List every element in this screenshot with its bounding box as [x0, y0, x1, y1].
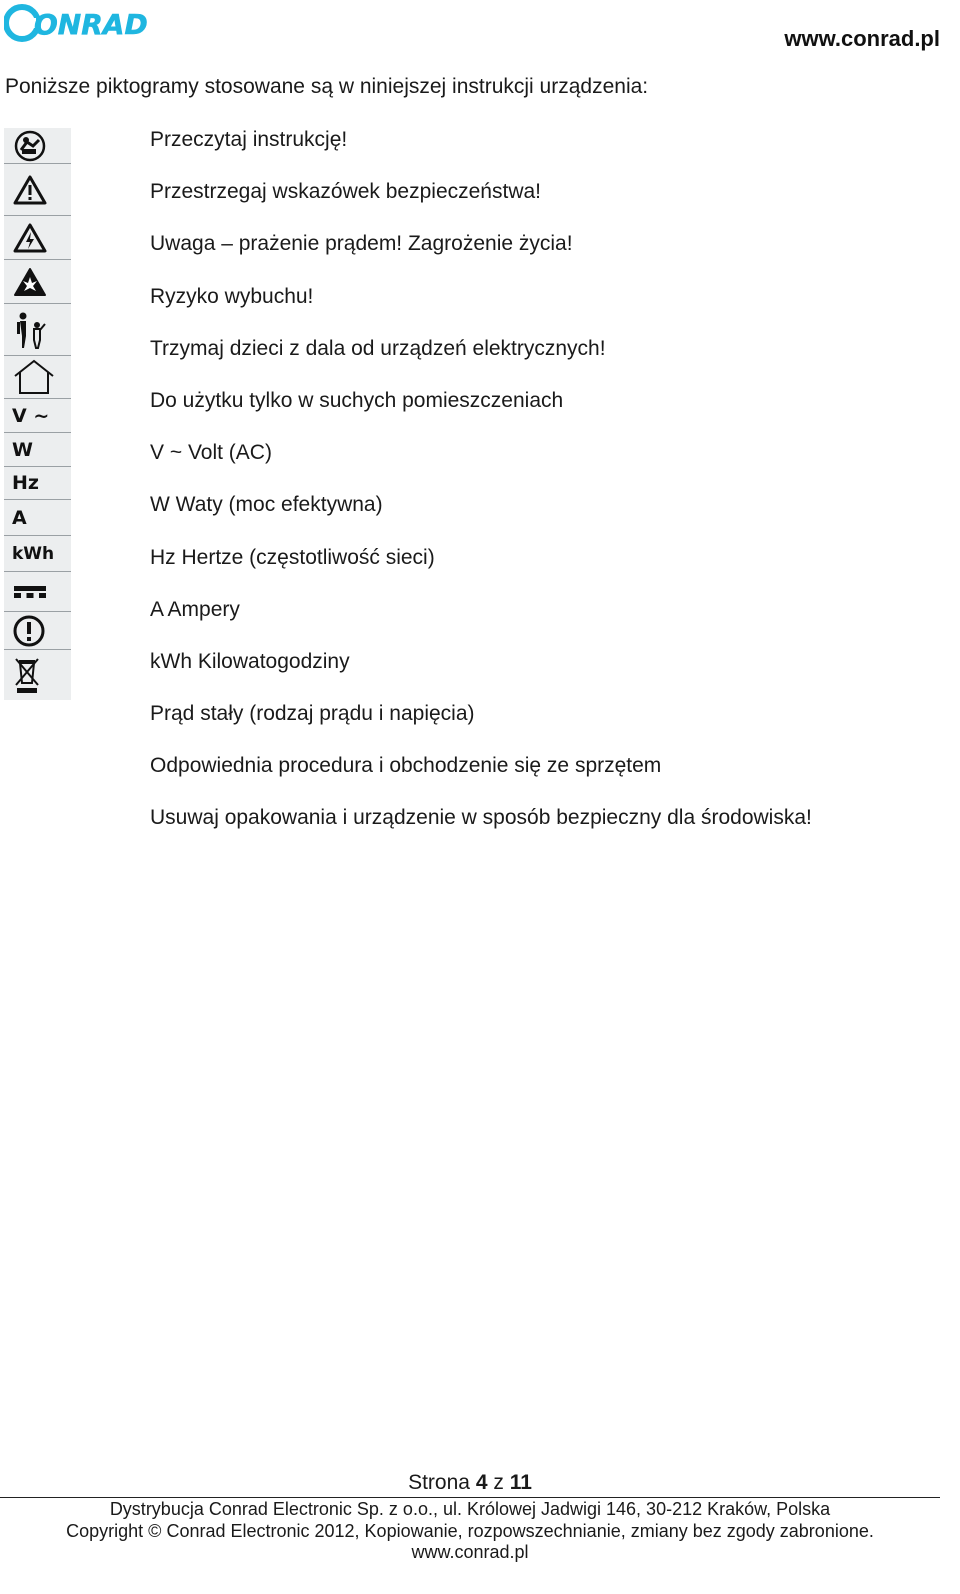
conrad-logo — [4, 4, 154, 42]
legend-item: kWh Kilowatogodziny — [150, 649, 350, 673]
volt-ac-icon: V ~ — [4, 399, 71, 433]
legend-item: Przestrzegaj wskazówek bezpieczeństwa! — [150, 180, 542, 204]
legend-item: Uwaga – prażenie prądem! Zagrożenie życia! — [150, 232, 573, 256]
total-pages: 11 — [509, 1471, 532, 1494]
footer-divider — [0, 1497, 940, 1498]
pictogram-legend — [150, 126, 812, 857]
explosion-risk-icon — [4, 260, 71, 304]
legend-item: W Waty (moc efektywna) — [150, 493, 383, 517]
kilowatt-hour-icon: kWh — [4, 536, 71, 572]
footer-copyright: Copyright © Conrad Electronic 2012, Kopiowanie, rozpowszechnianie, zmiany bez zgody zabronione. — [66, 1520, 874, 1541]
watt-icon: W — [4, 433, 71, 467]
footer-address: Dystrybucja Conrad Electronic Sp. z o.o., ul. Królowej Jadwigi 146, 30-212 Kraków, Polska — [109, 1499, 831, 1519]
page-number: Strona 4 z 11 — [408, 1471, 532, 1494]
legend-item: Odpowiednia procedura i obchodzenie się ze sprzętem — [150, 754, 662, 778]
svg-text:ONRAD: ONRAD — [34, 8, 148, 41]
pictogram-column — [4, 128, 71, 700]
legend-item: Ryzyko wybuchu! — [150, 284, 314, 308]
hertz-icon: Hz — [4, 467, 71, 500]
electric-shock-icon — [4, 216, 71, 260]
current-page: 4 — [475, 1471, 488, 1494]
legend-item: A Ampery — [150, 597, 240, 621]
site-url[interactable]: www.conrad.pl — [784, 26, 940, 51]
legend-item: Trzymaj dzieci z dala od urządzeń elektrycznych! — [150, 336, 606, 360]
legend-item: Do użytku tylko w suchych pomieszczeniach — [150, 388, 564, 412]
intro-text: Poniższe piktogramy stosowane są w niniejszej instrukcji urządzenia: — [5, 75, 649, 98]
legend-item: Hz Hertze (częstotliwość sieci) — [150, 545, 435, 569]
legend-item: Prąd stały (rodzaj prądu i napięcia) — [150, 702, 475, 726]
footer-url[interactable]: www.conrad.pl — [411, 1542, 529, 1562]
legend-item: Usuwaj opakowania i urządzenie w sposób bezpieczny dla środowiska! — [150, 806, 812, 830]
indoor-use-icon — [4, 356, 71, 399]
legend-item: V ~ Volt (AC) — [150, 441, 272, 465]
caution-icon — [4, 612, 71, 650]
read-manual-icon — [4, 128, 71, 164]
weee-bin-icon — [4, 650, 71, 700]
keep-away-children-icon — [4, 304, 71, 356]
ampere-icon: A — [4, 500, 71, 536]
warning-icon — [4, 164, 71, 216]
direct-current-icon — [4, 572, 71, 612]
footer-text — [0, 1499, 940, 1564]
legend-item: Przeczytaj instrukcję! — [150, 128, 348, 151]
